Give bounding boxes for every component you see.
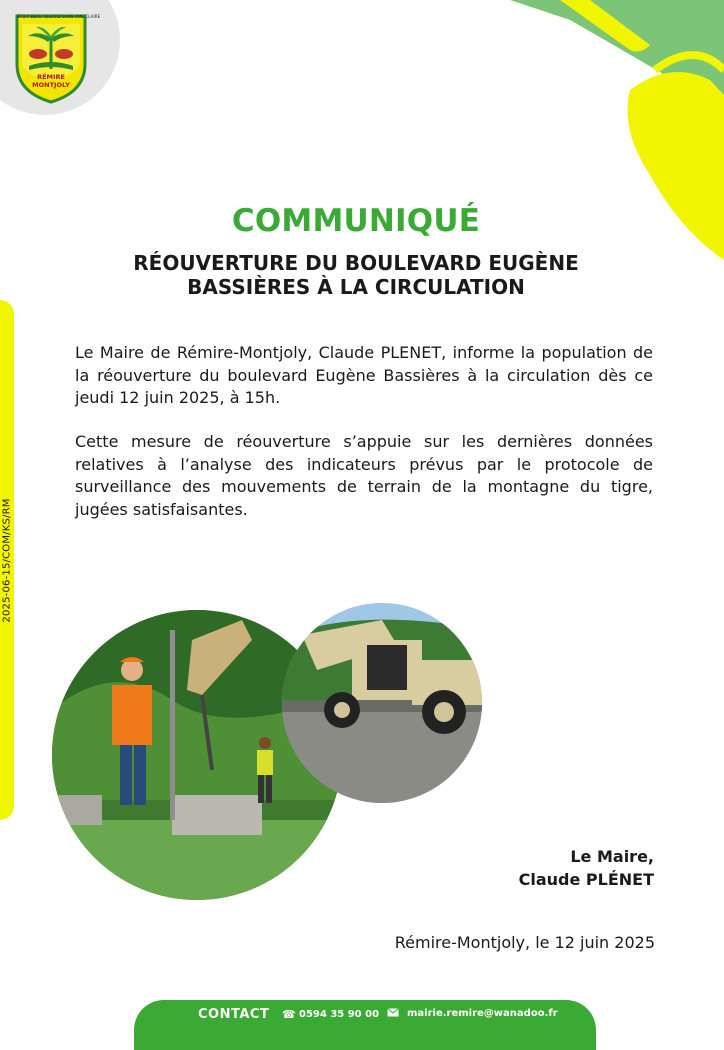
reference-text: 2025-06-15/COM/KS/RM (1, 497, 13, 623)
footer-phone[interactable]: 0594 35 90 00 (299, 1009, 380, 1020)
paragraph-justification: Cette mesure de réouverture s’appuie sur les dernières données relatives à l’analyse des indicateurs prévus par le protocole de surveillance des mouvements de terrain de la montagne du tigre, jugées satisfaisantes. (75, 432, 653, 519)
phone-icon: ☎ (282, 1008, 296, 1021)
subtitle-line1: RÉOUVERTURE DU BOULEVARD EUGÈNE (133, 251, 579, 275)
city-logo (14, 14, 101, 104)
footer-email[interactable]: mairie.remire@wanadoo.fr (407, 1008, 558, 1019)
logo-name-line1: RÉMIRE (37, 73, 65, 81)
page-title: COMMUNIQUÉ (231, 203, 481, 239)
place-and-date: Rémire-Montjoly, le 12 juin 2025 (394, 933, 655, 952)
photo-collage (52, 600, 482, 905)
logo-motto: ÉTOIT BEAU REGARD SANS AME CLAIRE (17, 14, 101, 19)
paragraph-announcement: Le Maire de Rémire-Montjoly, Claude PLENET, informe la population de la réouverture du boulevard Eugène Bassières à la circulation dès ce jeudi 12 juin 2025, à 15h. (75, 343, 653, 408)
footer-contact-label: CONTACT (198, 1007, 270, 1022)
signature-name: Claude PLÉNET (518, 870, 654, 889)
mail-icon (387, 1008, 399, 1017)
subtitle-line2: BASSIÈRES À LA CIRCULATION (187, 275, 525, 299)
logo-city-name (14, 73, 88, 89)
signature-role: Le Maire, (570, 847, 654, 866)
document-reference (0, 300, 14, 820)
signature-block (430, 845, 654, 891)
logo-name-line2: MONTJOLY (32, 81, 70, 89)
page-subtitle (90, 251, 622, 299)
